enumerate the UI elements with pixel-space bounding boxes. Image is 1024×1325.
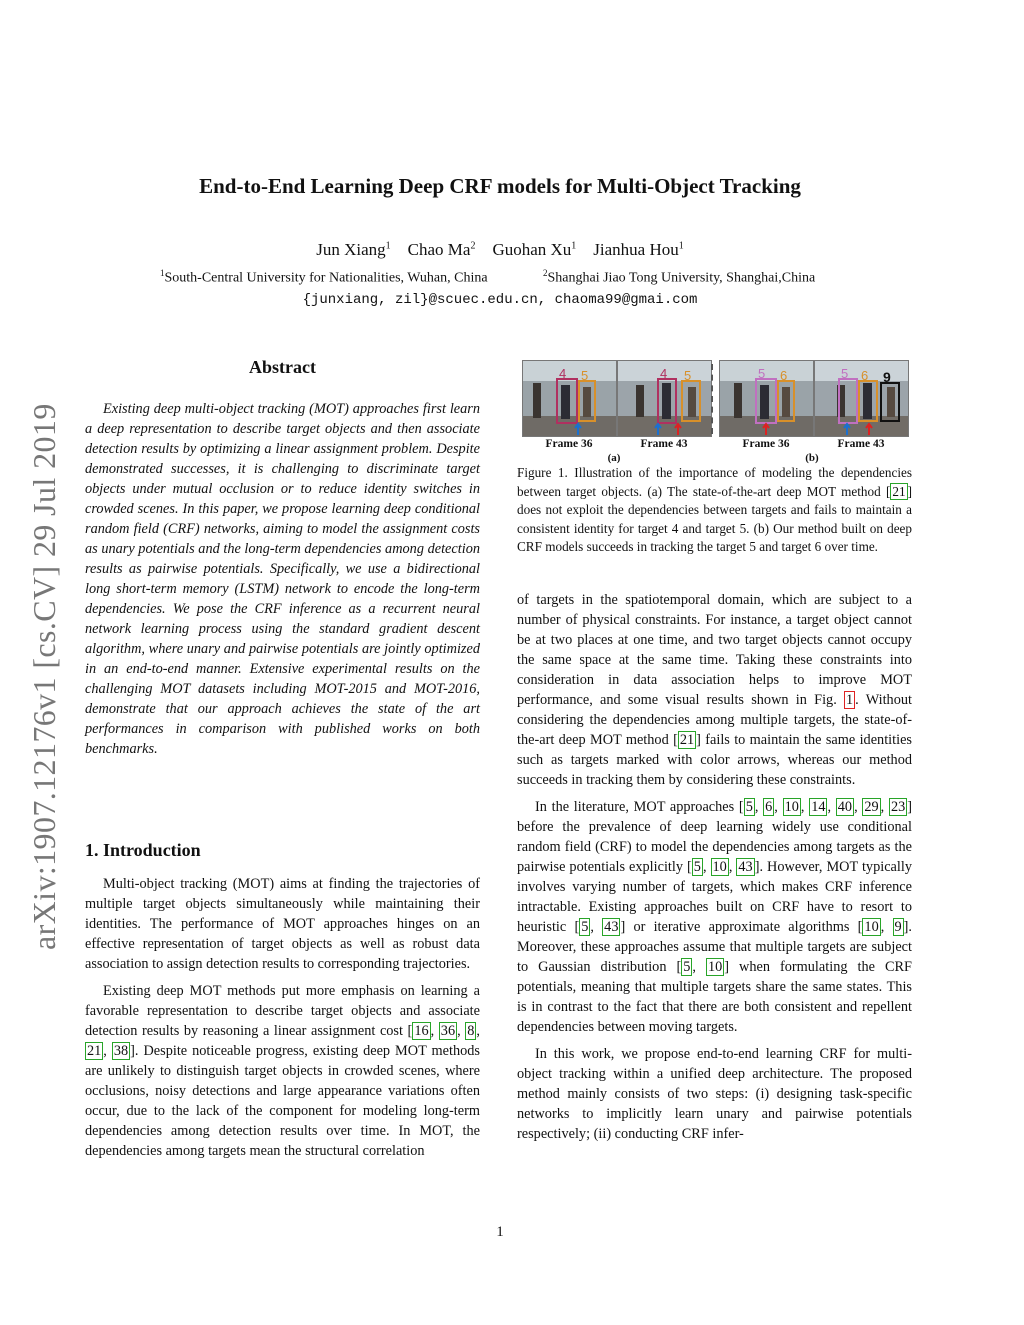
box-id-label: 6	[780, 368, 788, 383]
citation-link[interactable]: 14	[811, 799, 826, 815]
box-id-label: 4	[559, 366, 567, 381]
frame-image	[814, 360, 909, 437]
page-number: 1	[496, 1224, 504, 1240]
right-column-body	[517, 590, 912, 1144]
citation-link[interactable]: 9	[894, 919, 902, 935]
citation-link[interactable]: 21	[679, 732, 695, 748]
frame-label: Frame 36	[742, 438, 790, 450]
frame-image	[719, 360, 814, 437]
citation-link[interactable]: 43	[738, 859, 753, 875]
citation-link[interactable]: 40	[837, 799, 853, 815]
box-id-label: 4	[660, 366, 668, 381]
box-id-label: 5	[581, 368, 589, 383]
intro-heading: 1. Introduction	[85, 840, 201, 860]
author-name: Jun Xiang	[316, 240, 386, 259]
citation-link[interactable]: 5	[745, 799, 753, 815]
citation-link[interactable]: 10	[784, 799, 799, 815]
citation-link[interactable]: 38	[113, 1043, 129, 1059]
citation-link[interactable]: 23	[890, 799, 906, 815]
citation-link[interactable]: 6	[765, 799, 773, 815]
citation-link[interactable]: 29	[864, 799, 879, 815]
abstract-text: Existing deep multi-object tracking (MOT) approaches first learn a deep representation to describe target objects and then associate detection results by optimizing a linear assignment problem. Despite demonstrated successes, it is challenging to discriminate target objects under mutual occlusion or to reduce identity switches in crowded scenes. In this paper, we propose learning deep conditional random field (CRF) networks, aiming to model the assignment costs as unary potentials and the long-term dependencies among detection results as pairwise potentials. Specifically, we use a bidirectional long short-term memory (LSTM) network to encode the long-term dependencies. We pose the CRF inference as a recurrent neural network learning process using the standard gradient descent algorithm, where unary and pairwise potentials are jointly optimized in an end-to-end manner. Extensive experimental results on the challenging MOT datasets including MOT-2015 and MOT-2016, demonstrate that our approach achieves the state of the art performances in comparison with published works on both benchmarks.	[85, 401, 480, 757]
affiliation-2: $^2$Shanghai Jiao Tong University, Shanghai,China	[543, 268, 816, 286]
box-id-label: 6	[861, 368, 869, 383]
arxiv-stamp: arXiv:1907.12176v1 [cs.CV] 29 Jul 2019	[26, 403, 62, 950]
abstract-heading: Abstract	[249, 357, 316, 377]
intro-paragraph: Existing deep MOT methods put more emphasis on learning a favorable representation to describe target objects and associate detection results by reasoning a linear assignment cost [ 16 , 36 , 8 , 21 , 38 ]. Despite noticeable progress, existing deep MOT methods are unlikely to distinguish target objects in crowded scenes, where occlusions, noisy detections and large appearance variations often occur, due to the lack of the component for modeling long-term dependencies among detection results over time. In MOT, the dependencies among targets mean the structural correlation	[85, 983, 480, 1159]
citation-link[interactable]: 8	[467, 1023, 475, 1039]
intro-body	[85, 874, 480, 1161]
subfigure-label: (b)	[805, 452, 819, 464]
figure-ref-link[interactable]: 1	[846, 692, 854, 708]
intro-paragraph: Multi-object tracking (MOT) aims at finding the trajectories of multiple target objects simultaneously while maintaining their identities. The performance of MOT approaches hinges on an effective representation of target objects as well as robust data association to assign detection results to corresponding trajectories.	[85, 876, 480, 972]
body-paragraph: In the literature, MOT approaches [ 5 , 6 , 10 , 14 , 40 , 29 , 23 ] before the prevalence of deep learning widely use conditional random field (CRF) to model the dependencies among targets as the pairwise potentials explicitly [ 5 , 10 , 43 ]. However, MOT typically involves varying number of targets, which makes CRF inference intractable. Existing approaches built on CRF have to resort to heuristic [ 5 , 43 ] or iterative approximate algorithms [ 10 , 9 ]. Moreover, these approaches assume that multiple targets are subject to Gaussian distribution [ 5 , 10 ] when formulating the CRF potentials, meaning that multiple targets share the same states. This is in contrast to the fact that there are both consistent and repellent dependencies between moving targets.	[517, 799, 913, 1035]
citation-link[interactable]: 21	[892, 483, 906, 499]
citation-link[interactable]: 10	[707, 959, 723, 975]
author-name: Jianhua Hou	[593, 240, 679, 259]
panel-divider	[711, 364, 713, 434]
citation-link[interactable]: 5	[693, 859, 701, 875]
frame-image	[522, 360, 617, 437]
subfigure-label: (a)	[607, 452, 621, 464]
frame-label: Frame 43	[640, 438, 688, 450]
box-id-label: 9	[883, 369, 891, 385]
frame-image	[617, 360, 712, 437]
citation-link[interactable]: 10	[712, 859, 727, 875]
affiliation-1: $^1$South-Central University for Nationalities, Wuhan, China	[160, 268, 488, 286]
box-id-label: 5	[841, 366, 849, 381]
citation-link[interactable]: 36	[440, 1023, 456, 1039]
body-paragraph: In this work, we propose end-to-end learning CRF for multi-object tracking within a unified deep architecture. The proposed method mainly consists of two steps: (i) designing task-specific networks to implicitly learn unary and pairwise potentials respectively; (ii) conducting CRF infer-	[517, 1046, 912, 1142]
author-emails: {junxiang, zil}@scuec.edu.cn, chaoma99@gmai.com	[302, 292, 698, 308]
citation-link[interactable]: 16	[414, 1023, 429, 1039]
figure-caption: Figure 1. Illustration of the importance of modeling the dependencies between target objects. (a) The state-of-the-art deep MOT method [ 21 ] does not exploit the dependencies between targets and fails to maintain a consistent identity for target 4 and target 5. (b) Our method built on deep CRF models succeeds in tracking the target 5 and target 6 over time.	[517, 465, 912, 554]
citation-link[interactable]: 10	[864, 919, 879, 935]
author-list: Jun Xiang$^1$ Chao Ma$^2$ Guohan Xu$^1$ Jianhua Hou$^1$	[316, 240, 684, 259]
frame-label: Frame 43	[837, 438, 885, 450]
frame-label: Frame 36	[545, 438, 593, 450]
author-name: Guohan Xu	[492, 240, 572, 259]
citation-link[interactable]: 5	[683, 959, 691, 975]
citation-link[interactable]: 21	[87, 1043, 102, 1059]
author-name: Chao Ma	[407, 240, 471, 259]
paper-title: End-to-End Learning Deep CRF models for Multi-Object Tracking	[199, 174, 801, 198]
citation-link[interactable]: 43	[604, 919, 619, 935]
box-id-label: 5	[758, 366, 766, 381]
box-id-label: 5	[684, 368, 692, 383]
body-paragraph: of targets in the spatiotemporal domain, which are subject to a number of physical constraints. For instance, a target object cannot be at two places at one time, and two target objects cannot occupy the same space at the same time. Taking these constraints into consideration in data association helps to improve MOT performance, and some visual results shown in Fig. 1 . Without considering the dependencies among multiple targets, the state-of-the-art deep MOT method [ 21 ] fails to maintain the same identities such as targets marked with color arrows, whereas our method succeeds in tracking them by considering these constraints.	[517, 592, 912, 788]
citation-link[interactable]: 5	[581, 919, 589, 935]
figure-1	[517, 360, 912, 470]
